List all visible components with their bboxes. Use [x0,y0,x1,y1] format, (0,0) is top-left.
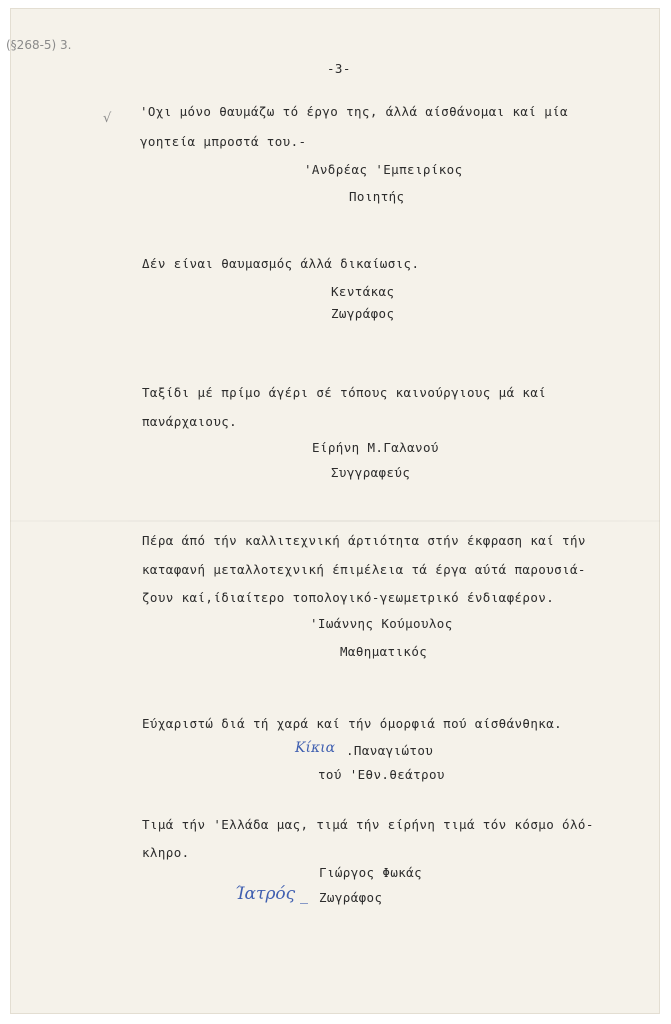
quote-6-line-1: Τιμά τήν 'Ελλάδα μας, τιμά τήν είρήνη τιμά τόν κόσμο όλό- [142,817,594,832]
paper-fold-line [10,520,660,522]
quote-2-role: Ζωγράφος [331,306,395,321]
quote-4-role: Μαθηματικός [340,644,428,659]
quote-3-line-2: πανάρχαιους. [142,414,238,429]
quote-2-line-1: Δέν είναι θαυμασμός άλλά δικαίωσις. [142,256,420,271]
quote-3-role: Συγγραφεύς [331,465,411,480]
quote-1-author: 'Ανδρέας 'Εμπειρίκος [304,162,463,177]
quote-5-line-1: Εύχαριστώ διά τή χαρά καί τήν όμορφιά πού αίσθάνθηκα. [142,716,563,731]
page-number: -3- [327,61,351,76]
handwritten-dash: _ [300,885,308,904]
quote-2-author: Κεντάκας [331,284,395,299]
quote-1-role: Ποιητής [349,189,405,204]
quote-1-line-2: γοητεία μπροστά του.- [140,134,307,149]
quote-3-author: Είρήνη Μ.Γαλανού [312,440,439,455]
quote-5-handwritten-name: Κίκια [295,740,336,756]
quote-6-handwritten-note: Ίατρός [235,884,296,904]
quote-4-line-2: καταφανή μεταλλοτεχνική έπιμέλεια τά έργα αύτά παρουσιά- [142,562,586,577]
quote-5-role: τού 'Εθν.θεάτρου [318,767,445,782]
quote-4-line-3: ζουν καί,ίδιαίτερο τοπολογικό-γεωμετρικό ένδιαφέρον. [142,590,555,605]
quote-5-author: .Παναγιώτου [346,743,434,758]
quote-6-role: Ζωγράφος [319,890,383,905]
check-mark: √ [103,111,112,126]
quote-6-author: Γιώργος Φωκάς [319,865,423,880]
quote-3-line-1: Ταξίδι μέ πρίμο άγέρι σέ τόπους καινούργιους μά καί [142,385,547,400]
quote-1-line-1: 'Οχι μόνο θαυμάζω τό έργο της, άλλά αίσθάνομαι καί μία [140,104,568,119]
quote-6-line-2: κληρο. [142,845,190,860]
document-page [10,8,660,1014]
quote-4-line-1: Πέρα άπό τήν καλλιτεχνική άρτιότητα στήν έκφραση καί τήν [142,533,586,548]
quote-4-author: 'Ιωάννης Κούμουλος [310,616,453,631]
margin-note: (§268-5) 3. [6,38,72,52]
